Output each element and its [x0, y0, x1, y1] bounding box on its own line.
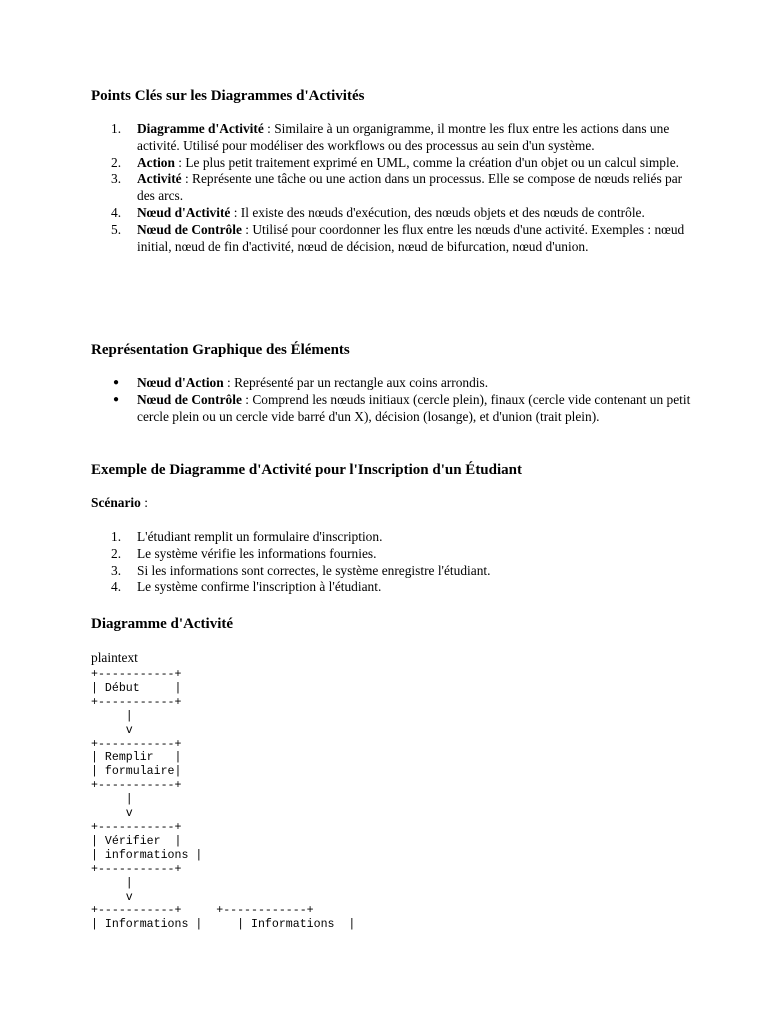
list-number: 2.	[111, 545, 122, 561]
code-language-label: plaintext	[91, 650, 138, 665]
scenario-label	[91, 495, 148, 512]
section-heading-graphic-representation: Représentation Graphique des Éléments	[91, 342, 350, 358]
ascii-diagram-code-block: +-----------+ | Début | +-----------+ | v +-----------+ | Remplir | | formulaire| +-----------+ | v +-----------+ | Vérifier | | informations | +-----------+ | v +-----------+ +------------+ | Informations | | Informations |	[91, 668, 356, 932]
list-number: 3.	[111, 562, 122, 578]
bullet-icon: ●	[113, 393, 120, 405]
key-points-list	[91, 121, 691, 255]
step-text: L'étudiant remplit un formulaire d'inscription.	[137, 529, 383, 544]
list-item	[91, 155, 691, 172]
scenario-label-suffix: :	[140, 495, 148, 510]
list-item	[91, 392, 691, 426]
list-item	[91, 563, 691, 580]
term: Action	[137, 154, 175, 170]
scenario-steps-list	[91, 529, 691, 596]
list-number: 2.	[111, 154, 122, 170]
bullet-icon: ●	[113, 377, 120, 388]
list-item	[91, 222, 691, 256]
list-item	[91, 375, 691, 392]
list-item	[91, 205, 691, 222]
list-item	[91, 171, 691, 205]
description: : Utilisé pour coordonner les flux entre les nœuds d'une activité. Exemples : nœud initial, nœud de fin d'activité, nœud de décision, nœud de bifurcation, nœud d'union.	[137, 221, 685, 254]
term: Diagramme d'Activité	[137, 121, 264, 136]
section-heading-key-points: Points Clés sur les Diagrammes d'Activités	[91, 88, 365, 104]
list-item	[91, 546, 691, 563]
description: : Il existe des nœuds d'exécution, des nœuds objets et des nœuds de contrôle.	[230, 204, 645, 220]
scenario-label-text: Scénario	[91, 495, 141, 510]
term: Nœud de Contrôle	[137, 221, 242, 237]
section-heading-example: Exemple de Diagramme d'Activité pour l'Inscription d'un Étudiant	[91, 462, 523, 478]
step-text: Si les informations sont correctes, le système enregistre l'étudiant.	[137, 562, 491, 578]
description: : Similaire à un organigramme, il montre les flux entre les actions dans une activité. Utilisé pour modéliser des workflows ou des processus au sein d'un système.	[137, 121, 670, 153]
term: Activité	[137, 171, 182, 187]
list-item	[91, 121, 691, 155]
list-item	[91, 529, 691, 546]
list-item	[91, 579, 691, 596]
list-number: 1.	[111, 121, 122, 136]
list-number: 5.	[111, 221, 122, 237]
list-number: 4.	[111, 579, 122, 595]
description: : Comprend les nœuds initiaux (cercle plein), finaux (cercle vide contenant un petit cercle plein ou un cercle vide barré d'un X), décision (losange), et d'union (trait plein).	[137, 391, 691, 424]
step-text: Le système vérifie les informations fournies.	[137, 545, 377, 561]
step-text: Le système confirme l'inscription à l'étudiant.	[137, 579, 382, 595]
section-heading-diagram: Diagramme d'Activité	[91, 616, 234, 632]
list-number: 3.	[111, 171, 122, 187]
term: Nœud de Contrôle	[137, 391, 242, 407]
term: Nœud d'Activité	[137, 204, 231, 220]
term: Nœud d'Action	[137, 375, 224, 390]
description: : Représenté par un rectangle aux coins arrondis.	[223, 375, 489, 390]
graphic-elements-list	[91, 375, 691, 425]
description: : Le plus petit traitement exprimé en UML, comme la création d'un objet ou un calcul simple.	[174, 154, 679, 170]
list-number: 1.	[111, 529, 122, 544]
description: : Représente une tâche ou une action dans un processus. Elle se compose de nœuds reliés par des arcs.	[137, 171, 683, 204]
list-number: 4.	[111, 204, 122, 220]
